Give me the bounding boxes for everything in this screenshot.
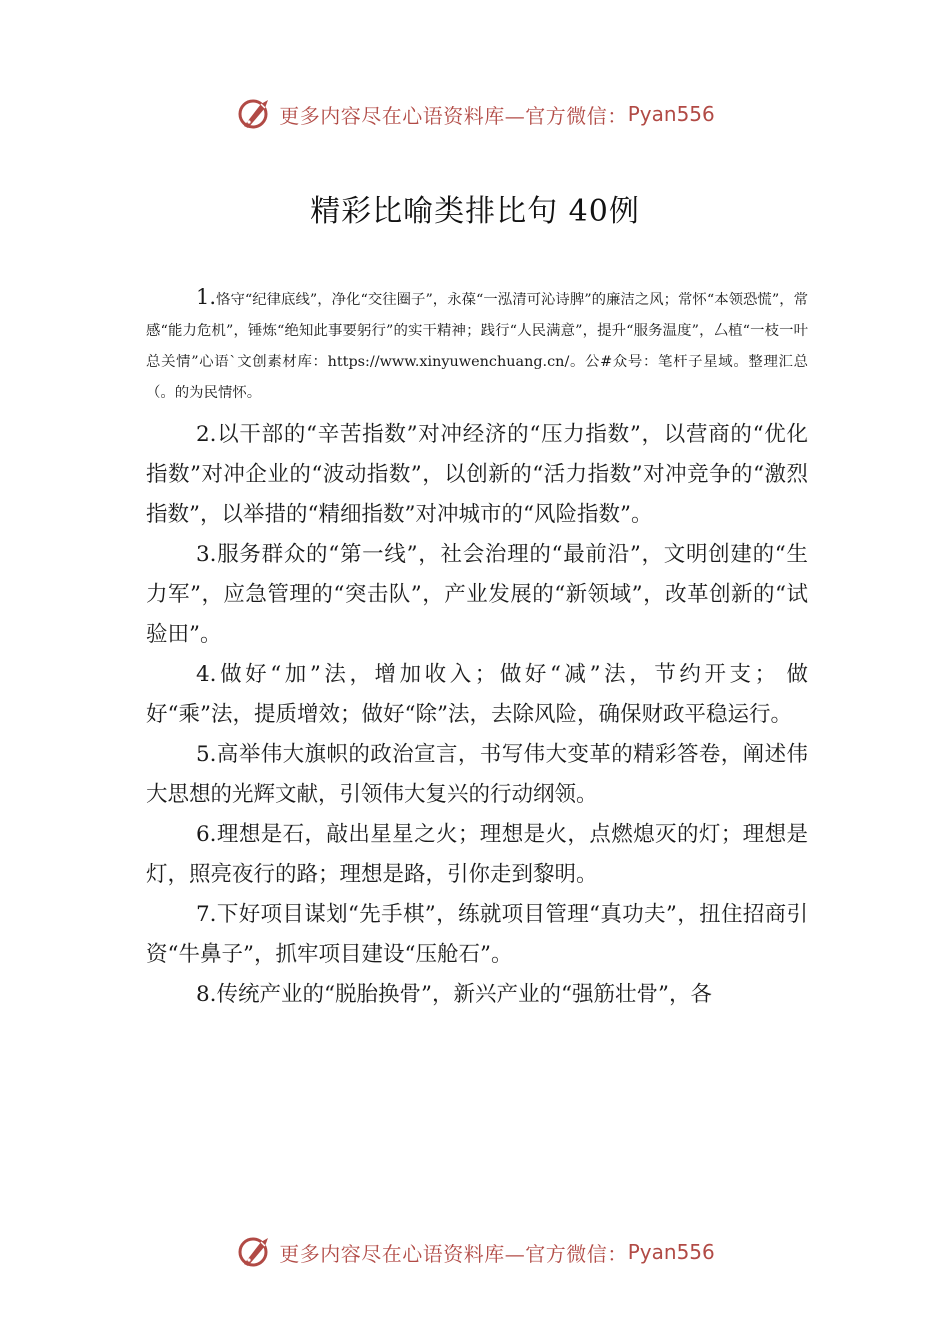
item-text: 理想是石，敲出星星之火；理想是火，点燃熄灭的灯；理想是灯，照亮夜行的路；理想是路，引你走到黎明。	[146, 822, 808, 887]
item-number: 7.	[196, 902, 217, 927]
item-number: 1.	[196, 285, 217, 309]
item-text: 做好“加”法，增加收入；做好“减”法，节约开支； 做好“乘”法，提质增效；做好“除”法，去除风险，确保财政平稳运行。	[146, 662, 808, 727]
list-item	[146, 815, 808, 895]
item-number: 8.	[196, 982, 217, 1007]
item-text: 高举伟大旗帜的政治宣言，书写伟大变革的精彩答卷，阐述伟大思想的光辉文献，引领伟大复兴的行动纲领。	[146, 742, 808, 807]
list-item	[146, 415, 808, 535]
banner-text: 更多内容尽在心语资料库—官方微信：	[279, 1241, 628, 1266]
banner-wechat-id: Pyan556	[627, 1240, 715, 1264]
item-text: 服务群众的“第一线”，社会治理的“最前沿”，文明创建的“生力军”，应急管理的“突击队”，产业发展的“新领域”，改革创新的“试验田”。	[146, 542, 808, 647]
list-item	[146, 895, 808, 975]
page-title: 精彩比喻类排比句 40例	[310, 194, 640, 229]
header-banner	[0, 94, 950, 134]
list-item	[146, 535, 808, 655]
item-text: 恪守“纪律底线”，净化“交往圈子”，永葆“一泓清可沁诗脾”的廉洁之风；常怀“本领恐慌”，常感“能力危机”，锤炼“绝知此事要躬行”的实干精神；践行“人民满意”，提升“服务温度”，厶植“一枝一叶总关情”心语`文创素材库：https://www.xinyuwenchuang.cn/。公#众号：笔杆子星域。整理汇总（。的为民情怀。	[146, 292, 808, 401]
footer-banner	[0, 1232, 950, 1272]
item-text: 传统产业的“脱胎换骨”，新兴产业的“强筋壮骨”，各	[216, 982, 712, 1007]
item-number: 3.	[196, 542, 217, 567]
document-body	[146, 282, 808, 1015]
item-number: 2.	[196, 422, 217, 447]
list-item	[146, 655, 808, 735]
list-item	[146, 975, 808, 1015]
pen-nib-logo-icon	[235, 1232, 275, 1272]
item-text: 以干部的“辛苦指数”对冲经济的“压力指数”，以营商的“优化指数”对冲企业的“波动指数”，以创新的“活力指数”对冲竞争的“激烈指数”，以举措的“精细指数”对冲城市的“风险指数”。	[146, 422, 808, 527]
item-text: 下好项目谋划“先手棋”，练就项目管理“真功夫”，扭住招商引资“牛鼻子”，抓牢项目建设“压舱石”。	[146, 902, 808, 967]
item-number: 5.	[196, 742, 217, 767]
item-number: 6.	[196, 822, 217, 847]
list-item	[146, 282, 808, 409]
item-number: 4.	[196, 662, 217, 687]
banner-wechat-id: Pyan556	[627, 102, 715, 126]
pen-nib-logo-icon	[235, 94, 275, 134]
banner-text: 更多内容尽在心语资料库—官方微信：	[279, 103, 628, 128]
list-item	[146, 735, 808, 815]
